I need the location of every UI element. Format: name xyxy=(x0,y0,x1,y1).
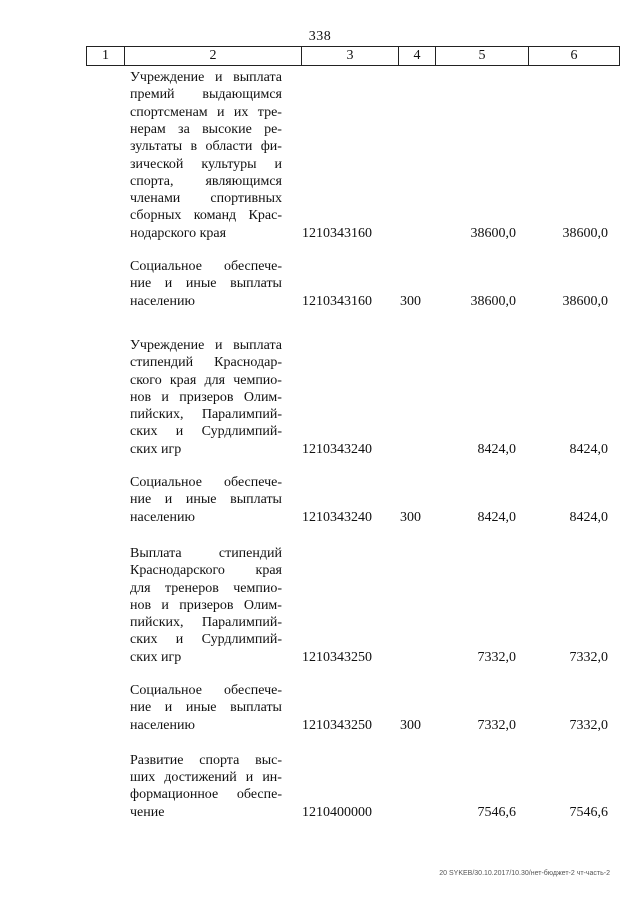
row-value-1: 7332,0 xyxy=(477,649,516,665)
row-code: 1210343240 xyxy=(302,509,372,525)
row-description: Развитие спорта выс- ших достижений и ин- формационное обеспе- чение xyxy=(130,752,282,820)
header-col-5: 5 xyxy=(436,47,529,66)
table-row xyxy=(0,666,640,734)
row-type: 300 xyxy=(400,717,421,733)
row-type: 300 xyxy=(400,509,421,525)
table-row xyxy=(0,242,640,310)
row-value-2: 7332,0 xyxy=(569,717,608,733)
budget-rows xyxy=(0,66,640,821)
row-description: Выплата стипендий Краснодарского края для тренеров чемпио- нов и призеров Олим- пийских, Паралимпий- ских и Сурдлимпий- ских игр xyxy=(130,545,282,665)
row-code: 1210343160 xyxy=(302,293,372,309)
page-number: 338 xyxy=(308,29,332,44)
header-col-6: 6 xyxy=(529,47,620,66)
table-row xyxy=(0,526,640,666)
row-value-1: 8424,0 xyxy=(477,441,516,457)
row-value-1: 38600,0 xyxy=(470,293,516,309)
row-value-2: 7332,0 xyxy=(569,649,608,665)
row-code: 1210343250 xyxy=(302,649,372,665)
table-row xyxy=(0,310,640,458)
row-value-2: 7546,6 xyxy=(569,804,608,820)
row-value-1: 7332,0 xyxy=(477,717,516,733)
row-value-2: 8424,0 xyxy=(569,441,608,457)
header-col-1: 1 xyxy=(87,47,125,66)
row-description: Учреждение и выплата премий выдающимся спортсменам и их тре- нерам за высокие ре- зультаты в области фи- зической культуры и спорта, являющимся членами спортивных сборных команд Крас- нодарского края xyxy=(130,70,282,241)
table-row xyxy=(0,734,640,821)
row-description: Социальное обеспече- ние и иные выплаты населению xyxy=(130,475,282,525)
row-value-1: 38600,0 xyxy=(470,225,516,241)
header-col-2: 2 xyxy=(125,47,302,66)
row-description: Учреждение и выплата стипендий Краснодар- ского края для чемпио- нов и призеров Олим- пийских, Паралимпий- ских и Сурдлимпий- ских игр xyxy=(130,337,282,457)
row-description: Социальное обеспече- ние и иные выплаты населению xyxy=(130,683,282,733)
row-type: 300 xyxy=(400,293,421,309)
row-description: Социальное обеспече- ние и иные выплаты населению xyxy=(130,259,282,309)
row-value-1: 7546,6 xyxy=(477,804,516,820)
table-row xyxy=(0,458,640,526)
row-value-2: 38600,0 xyxy=(562,293,608,309)
row-code: 1210343240 xyxy=(302,441,372,457)
row-value-2: 8424,0 xyxy=(569,509,608,525)
row-code: 1210343250 xyxy=(302,717,372,733)
header-col-4: 4 xyxy=(399,47,436,66)
row-code: 1210400000 xyxy=(302,804,372,820)
row-value-2: 38600,0 xyxy=(562,225,608,241)
column-header-table xyxy=(86,46,620,66)
row-code: 1210343160 xyxy=(302,225,372,241)
row-value-1: 8424,0 xyxy=(477,509,516,525)
header-col-3: 3 xyxy=(302,47,399,66)
table-row xyxy=(0,66,640,242)
document-footer: 20 SYKEB/30.10.2017/10.30/нет-бюджет-2 чт-часть-2 xyxy=(439,870,610,877)
